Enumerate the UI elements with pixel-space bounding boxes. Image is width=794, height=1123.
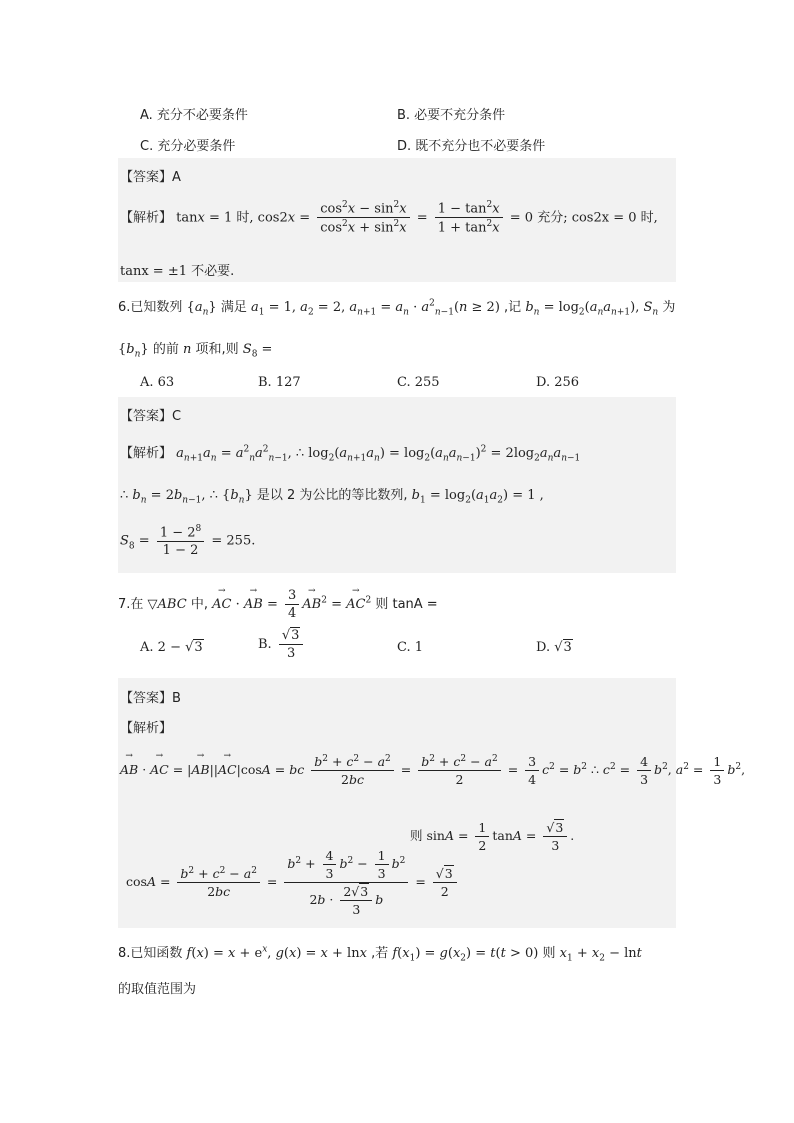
q5-analysis-line2: tanx = ±1 不必要. xyxy=(120,264,235,279)
q5-answer: 【答案】A xyxy=(120,170,181,185)
q6-option-b: B. 127 xyxy=(258,375,301,390)
q6-option-d: D. 256 xyxy=(536,375,580,390)
q8-stem-line2: 的取值范围为 xyxy=(118,982,197,997)
q5-analysis-tail: 充分; cos2x = 0 时, xyxy=(537,210,658,226)
q7-option-a: A. 2 − √3 xyxy=(140,640,203,655)
q7-analysis-then: 则 sinA = $\frac{1}{2}$ tanA = $\frac{√3}{3}$ . xyxy=(410,820,575,853)
q6-stem2-end: 项和,则 xyxy=(195,342,239,357)
q7-option-d-label: D. xyxy=(536,640,551,655)
q7-analysis-line1: → AB · → AC = |→ AB||→ AC|cosA = bc $\frac{b^2 + c^2 - a^2}{2bc}$ = $\frac{b^2 + c^2 - a^2}{2}$ = $\frac{3}{4}$ $c^2 = b^2$ ∴ $c^2$ = $\frac{4}{3}$ $b^2$, $a^2$ = $\frac{1}{3}$ $b^2$, xyxy=(120,754,745,787)
q6-line3-result: = 255. xyxy=(211,533,256,549)
q7-stem-prefix: 7.在 xyxy=(118,597,144,612)
q8-stem-then: 则 xyxy=(542,946,556,961)
q8-stem-mid: ,若 xyxy=(371,946,389,961)
q7-stem-end: 则 tanA = xyxy=(375,597,438,612)
q7-analysis-line2: cosA = $\frac{b^2 + c^2 - a^2}{2bc}$ = $b^2$ + $\frac{4}{3}$ $b^2$ − $\frac{1}{3}$ $b^2$ 2b · $\frac{2√3}{3}$ b = $\frac{√3}{2}$ xyxy=(126,848,460,917)
q6-analysis-line2: ∴ $b_n = 2b_{n-1}$, ∴ $\{b_n\}$ 是以 2 为公比的等比数列, $b_1 = \log_2(a_1a_2) = 1$ , xyxy=(120,488,544,506)
q7-option-b-label: B. xyxy=(258,637,272,652)
q7-stem: 7.在 ▽ABC 中, → AC · → AB = $\frac{3}{4}$ → $AB^2$ = → $AC^2$ 则 tanA = xyxy=(118,588,438,621)
q6-stem: 6.已知数列 $\{a_n\}$ 满足 $a_1 = 1$, $a_2 = 2$, $a_{n+1} = a_n \cdot a^2_{n-1}(n \ge 2)$ ,记 $b_n = \log_2(a_na_{n+1})$, $S_n$ 为 xyxy=(118,298,676,318)
q7-stem-mid: 中, xyxy=(190,597,208,612)
q7-option-d: D. √3 xyxy=(536,640,572,655)
q6-answer: 【答案】C xyxy=(120,409,182,424)
q5-option-c: C. 充分必要条件 xyxy=(140,139,236,154)
q7-option-a-label: A. xyxy=(140,640,154,655)
analysis-label: 【解析】 xyxy=(120,210,173,226)
q6-line2-text: 是以 2 为公比的等比数列, xyxy=(256,488,408,503)
analysis-label: 【解析】 xyxy=(120,446,173,461)
q7-answer: 【答案】B xyxy=(120,691,181,706)
q8-stem: 8.已知函数 $f(x) = x + e^x$, g(x) = x + lnx ,若 $f(x_1) = g(x_2) = t(t > 0)$ 则 $x_1 + x_2 - \ln t$ xyxy=(118,944,642,964)
q6-analysis-line3: $S_8$ = $\frac{1 - 2^8}{1 - 2}$ = 255. xyxy=(120,524,256,559)
q6-option-a: A. 63 xyxy=(140,375,175,390)
q6-stem-end: 为 xyxy=(662,300,676,315)
q8-stem-prefix: 8.已知函数 xyxy=(118,946,183,961)
q6-stem-line2: $\{b_n\}$ 的前 n 项和,则 $S_8$ = xyxy=(118,342,273,360)
q6-stem-note: ,记 xyxy=(504,300,522,315)
q5-option-a: A. 充分不必要条件 xyxy=(140,108,248,123)
q6-stem2-mid: 的前 xyxy=(152,342,179,357)
q7-then-text: 则 xyxy=(410,828,423,843)
q6-stem-prefix: 6.已知数列 xyxy=(118,300,183,315)
q6-stem-mid: 满足 xyxy=(220,300,247,315)
q5-option-d: D. 既不充分也不必要条件 xyxy=(397,139,546,154)
q7-option-b: B. $\frac{√3}{3}$ xyxy=(258,628,306,661)
q7-analysis-label: 【解析】 xyxy=(120,721,173,736)
q6-analysis-line1: 【解析】 $a_{n+1}a_n = a^2_na^2_{n-1}$, ∴ $\log_2(a_{n+1}a_n) = \log_2(a_na_{n-1})^2 = 2\log_2a_na_{n-1}$ xyxy=(120,444,581,464)
q5-option-b: B. 必要不充分条件 xyxy=(397,108,506,123)
q5-analysis: 【解析】 tanx = 1 时, cos2x = $\frac{\cos^2x - \sin^2x}{\cos^2x + \sin^2x}$ = $\frac{1 - \tan^2x}{1 + \tan^2x}$ = 0 充分; cos2x = 0 时, xyxy=(120,200,658,236)
q6-option-c: C. 255 xyxy=(397,375,440,390)
q7-option-c: C. 1 xyxy=(397,640,424,655)
